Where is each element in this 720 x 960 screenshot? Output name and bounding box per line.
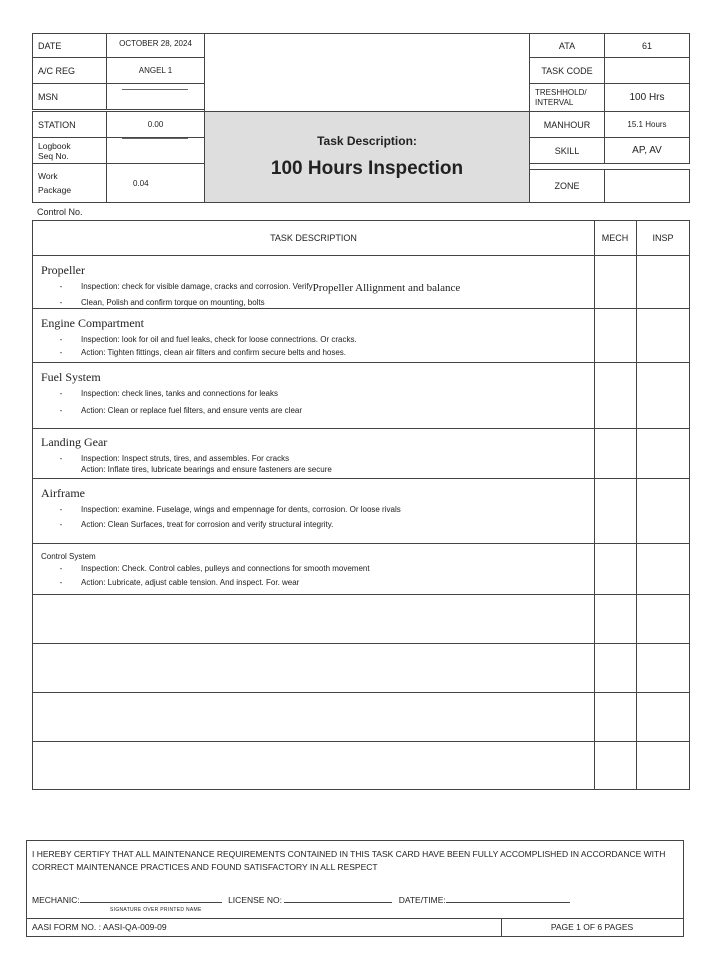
threshold-label: TRESHHOLD/ INTERVAL — [529, 83, 605, 112]
list-item: - Inspection: check lines, tanks and connections for leaks — [59, 389, 278, 398]
mech-col-divider — [594, 221, 595, 789]
skill-label: SKILL — [529, 137, 605, 164]
list-item: - Action: Clean Surfaces, treat for corrosion and verify structural integrity. — [59, 520, 334, 529]
task-table — [32, 220, 690, 790]
workpkg-value: 0.04 — [106, 163, 205, 203]
list-item: - Clean, Polish and confirm torque on mounting, bolts — [59, 298, 265, 307]
acreg-value: ANGEL 1 — [106, 57, 205, 84]
page-number: PAGE 1 OF 6 PAGES — [550, 922, 634, 932]
skill-value: AP, AV — [604, 137, 690, 164]
section-title: Landing Gear — [41, 435, 108, 449]
license-field[interactable] — [284, 902, 392, 903]
logbook-value — [106, 137, 205, 164]
acreg-underline — [122, 89, 188, 90]
datetime-field[interactable] — [446, 902, 570, 903]
insp-col-divider — [636, 221, 637, 789]
msn-label: MSN — [32, 83, 107, 110]
manhour-label: MANHOUR — [529, 111, 605, 138]
list-item: - Action: Clean or replace fuel filters, and ensure vents are clear — [59, 406, 303, 415]
list-item: - Action: Lubricate, adjust cable tension. And inspect. For. wear — [59, 578, 300, 587]
threshold-value: 100 Hrs — [604, 83, 690, 112]
section-airframe — [41, 486, 401, 533]
zone-label: ZONE — [529, 169, 605, 203]
section-propeller — [41, 263, 460, 311]
list-item: - Action: Tighten fittings, clean air filters and confirm secure belts and hoses. — [59, 348, 347, 357]
task-description-box — [204, 111, 530, 203]
section-title: Propeller — [41, 263, 85, 277]
date-label: DATE — [32, 33, 107, 58]
date-value: OCTOBER 28, 2024 — [106, 33, 205, 58]
station-underline — [122, 138, 188, 139]
taskcode-label: TASK CODE — [529, 57, 605, 84]
section-title: Fuel System — [41, 370, 101, 384]
section-title: Airframe — [41, 486, 85, 500]
list-item: - Inspection: Inspect struts, tires, and assembles. For cracks — [59, 454, 290, 463]
logbook-label: Logbook Seq No. — [32, 137, 107, 164]
list-item: - Inspection: examine. Fuselage, wings and empennage for dents, corrosion. Or loose rivals — [59, 505, 401, 514]
list-item: - Inspection: check for visible damage, cracks and corrosion. Verify Propeller Allignment and balance — [59, 282, 461, 294]
section-title: Engine Compartment — [41, 316, 144, 330]
task-description-label: Task Description: — [317, 134, 417, 148]
signature-hint: SIGNATURE OVER PRINTED NAME — [110, 907, 202, 913]
acreg-label: A/C REG — [32, 57, 107, 84]
license-label: LICENSE NO: — [228, 895, 282, 905]
section-control-system — [41, 552, 370, 591]
workpkg-label: Work Package — [32, 163, 107, 203]
station-value: 0.00 — [106, 111, 205, 138]
certification-text: I HEREBY CERTIFY THAT ALL MAINTENANCE REQUIREMENTS CONTAINED IN THIS TASK CARD HAVE BEEN FULLY ACCOMPLISHED IN ACCORDANCE WITH CORRECT MAINTENANCE PRACTICES AND FOUND SATISFACTORY IN ALL RESPECT — [32, 849, 666, 872]
station-label: STATION — [32, 111, 107, 138]
list-item: - Inspection: Check. Control cables, pulleys and connections for smooth movement — [59, 564, 370, 573]
certification-block — [26, 840, 684, 937]
col-header-insp: INSP — [652, 233, 674, 243]
form-number: AASI FORM NO. : AASI-QA-009-09 — [32, 922, 167, 932]
mechanic-field[interactable] — [80, 902, 222, 903]
list-item: Action: Inflate tires, lubricate bearings and ensure fasteners are secure — [81, 465, 332, 474]
datetime-label: DATE/TIME: — [398, 895, 446, 905]
taskcode-value — [604, 57, 690, 84]
signature-row — [32, 895, 570, 905]
col-header-mech: MECH — [601, 233, 629, 243]
section-engine-compartment — [41, 316, 357, 361]
ata-label: ATA — [529, 33, 605, 58]
section-fuel-system — [41, 370, 302, 419]
ata-value: 61 — [604, 33, 690, 58]
blank-center — [204, 33, 530, 112]
msn-value — [106, 83, 205, 110]
list-item: - Inspection: look for oil and fuel leaks, check for loose connectrions. Or cracks. — [59, 335, 357, 344]
header-block — [32, 33, 690, 203]
section-landing-gear — [41, 435, 332, 478]
mechanic-label: MECHANIC: — [32, 895, 80, 905]
col-header-task-description: TASK DESCRIPTION — [270, 233, 357, 243]
section-title: Control System — [41, 552, 96, 561]
control-no-label: Control No. — [37, 207, 83, 217]
manhour-value: 15.1 Hours — [604, 111, 690, 138]
task-title: 100 Hours Inspection — [270, 158, 464, 179]
zone-value — [604, 169, 690, 203]
